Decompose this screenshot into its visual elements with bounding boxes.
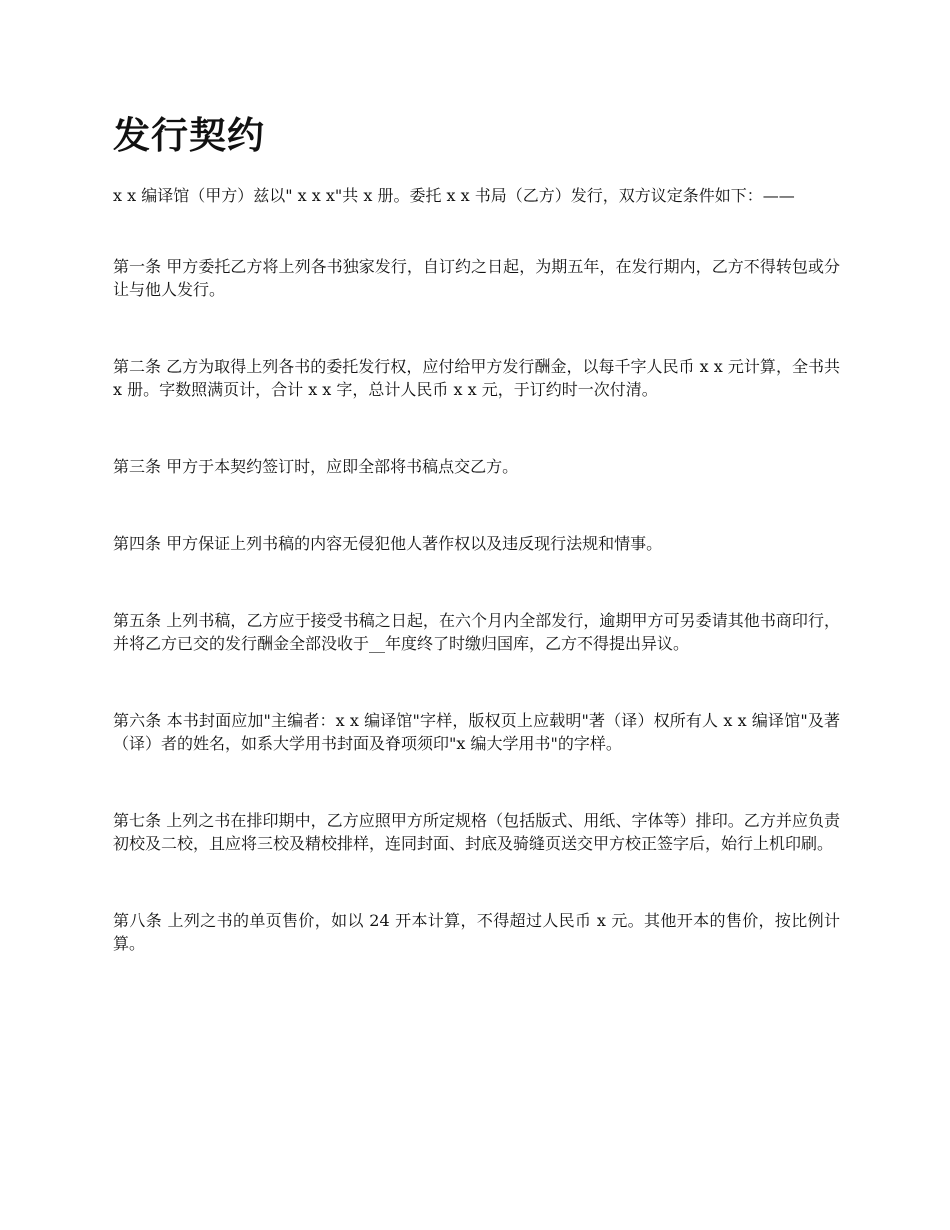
clause-2: 第二条 乙方为取得上列各书的委托发行权，应付给甲方发行酬金，以每千字人民币 x x 元计算，全书共 x 册。字数照满页计，合计 x x 字，总计人民币 x x 元，于订约时一次付清。: [113, 357, 840, 399]
document-title: 发行契约: [113, 114, 265, 157]
clause-list: [113, 255, 840, 955]
clause-5: 第五条 上列书稿，乙方应于接受书稿之日起，在六个月内全部发行，逾期甲方可另委请其他书商印行，并将乙方已交的发行酬金全部没收于__年度终了时缴归国库，乙方不得提出异议。: [113, 611, 840, 653]
clause-3: 第三条 甲方于本契约签订时，应即全部将书稿点交乙方。: [113, 457, 519, 476]
clause-6: 第六条 本书封面应加"主编者：x x 编译馆"字样，版权页上应载明"著（译）权所有人 x x 编译馆"及著（译）者的姓名，如系大学用书封面及脊项须印"x 编大学用书"的字样。: [113, 711, 840, 753]
clause-1: 第一条 甲方委托乙方将上列各书独家发行，自订约之日起，为期五年，在发行期内，乙方不得转包或分让与他人发行。: [113, 257, 840, 299]
clause-7: 第七条 上列之书在排印期中，乙方应照甲方所定规格（包括版式、用纸、字体等）排印。乙方并应负责初校及二校，且应将三校及精校排样，连同封面、封底及骑缝页送交甲方校正签字后，始行上机印刷。: [113, 811, 840, 853]
clause-4: 第四条 甲方保证上列书稿的内容无侵犯他人著作权以及违反现行法规和情事。: [113, 534, 663, 553]
document-page: [113, 110, 840, 1009]
intro-paragraph: x x 编译馆（甲方）兹以" x x x"共 x 册。委托 x x 书局（乙方）发行，双方议定条件如下：——: [113, 186, 795, 205]
clause-8: 第八条 上列之书的单页售价，如以 24 开本计算，不得超过人民币 x 元。其他开本的售价，按比例计算。: [113, 911, 840, 953]
